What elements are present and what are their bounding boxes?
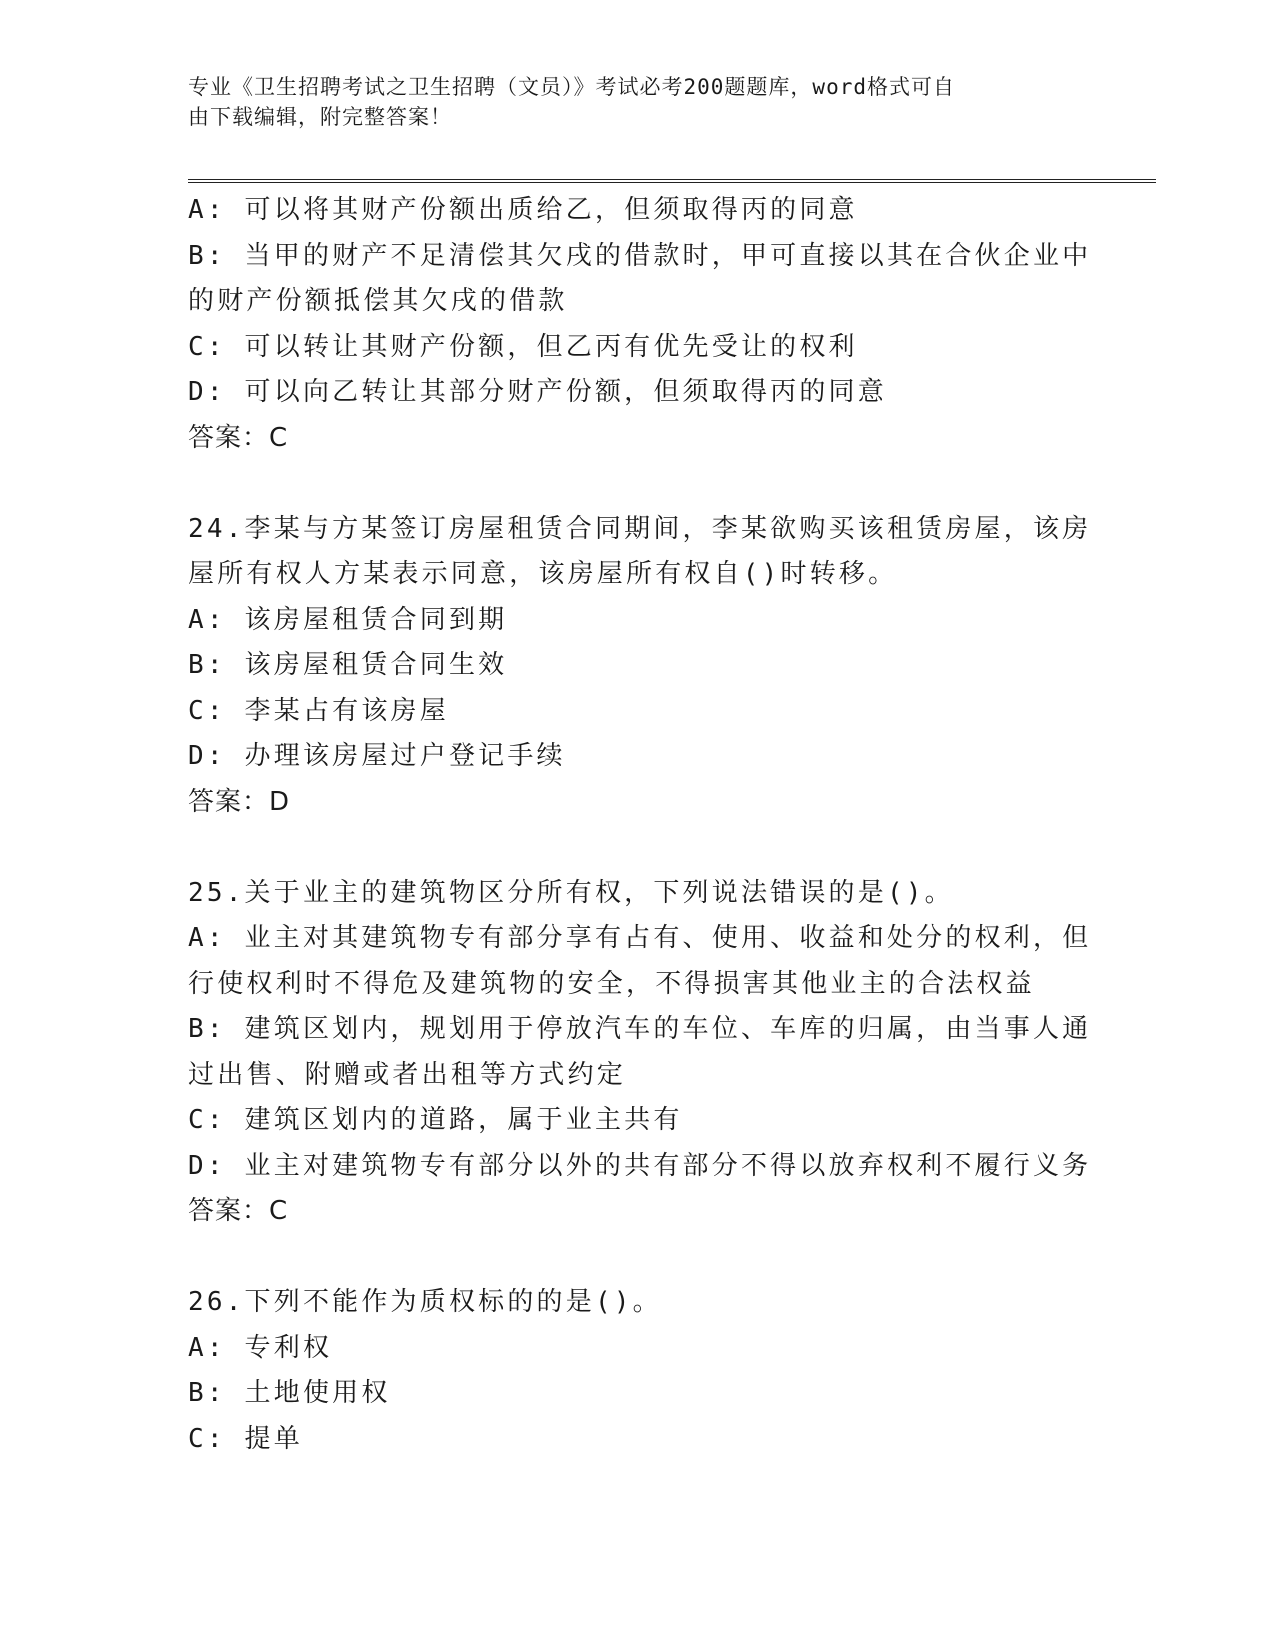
document-header: [188, 72, 1088, 132]
option-a-line-2: 行使权利时不得危及建筑物的安全，不得损害其他业主的合法权益: [188, 968, 1035, 999]
question-stem: 25.关于业主的建筑物区分所有权，下列说法错误的是()。: [188, 877, 954, 908]
option-d: D: 可以向乙转让其部分财产份额，但须取得丙的同意: [188, 377, 887, 407]
option-b-line-1: B: 当甲的财产不足清偿其欠戌的借款时，甲可直接以其在合伙企业中: [188, 240, 1092, 271]
option-c: C: 可以转让其财产份额，但乙丙有优先受让的权利: [188, 331, 858, 362]
header-divider: [188, 179, 1156, 183]
question-23-options: [188, 188, 1092, 461]
option-a: A: 该房屋租赁合同到期: [188, 604, 508, 635]
question-stem: 26.下列不能作为质权标的的是()。: [188, 1287, 662, 1317]
header-line-2: 由下载编辑，附完整答案！: [188, 105, 452, 129]
question-stem-line-1: 24.李某与方某签订房屋租赁合同期间，李某欲购买该租赁房屋，该房: [188, 513, 1092, 544]
option-c: C: 建筑区划内的道路，属于业主共有: [188, 1105, 683, 1135]
option-b-line-2: 的财产份额抵偿其欠戌的借款: [188, 286, 568, 316]
option-a: A: 可以将其财产份额出质给乙，但须取得丙的同意: [188, 195, 858, 225]
spacer: [188, 825, 1088, 871]
answer: 答案：C: [188, 1196, 289, 1226]
header-line-1: 专业《卫生招聘考试之卫生招聘（文员）》考试必考200题题库，word格式可自: [188, 75, 955, 99]
question-26: [188, 1280, 1088, 1462]
option-b-line-2: 过出售、附赠或者出租等方式约定: [188, 1059, 627, 1090]
option-a: A: 专利权: [188, 1332, 333, 1363]
option-b-line-1: B: 建筑区划内，规划用于停放汽车的车位、车库的归属，由当事人通: [188, 1014, 1092, 1044]
question-24: [188, 507, 1092, 826]
document-body: [188, 188, 1092, 1462]
option-b: B: 土地使用权: [188, 1378, 391, 1408]
answer: 答案：C: [188, 422, 289, 453]
question-stem-line-2: 屋所有权人方某表示同意，该房屋所有权自()时转移。: [188, 559, 898, 589]
option-a-line-1: A: 业主对其建筑物专有部分享有占有、使用、收益和处分的权利，但: [188, 923, 1092, 953]
option-d: D: 业主对建筑物专有部分以外的共有部分不得以放弃权利不履行义务: [188, 1150, 1092, 1181]
option-c: C: 提单: [188, 1423, 303, 1454]
option-c: C: 李某占有该房屋: [188, 695, 449, 726]
option-d: D: 办理该房屋过户登记手续: [188, 741, 566, 771]
question-25: [188, 871, 1092, 1235]
option-b: B: 该房屋租赁合同生效: [188, 650, 508, 680]
answer: 答案：D: [188, 786, 291, 817]
spacer: [188, 1235, 1088, 1281]
spacer: [188, 461, 1088, 507]
